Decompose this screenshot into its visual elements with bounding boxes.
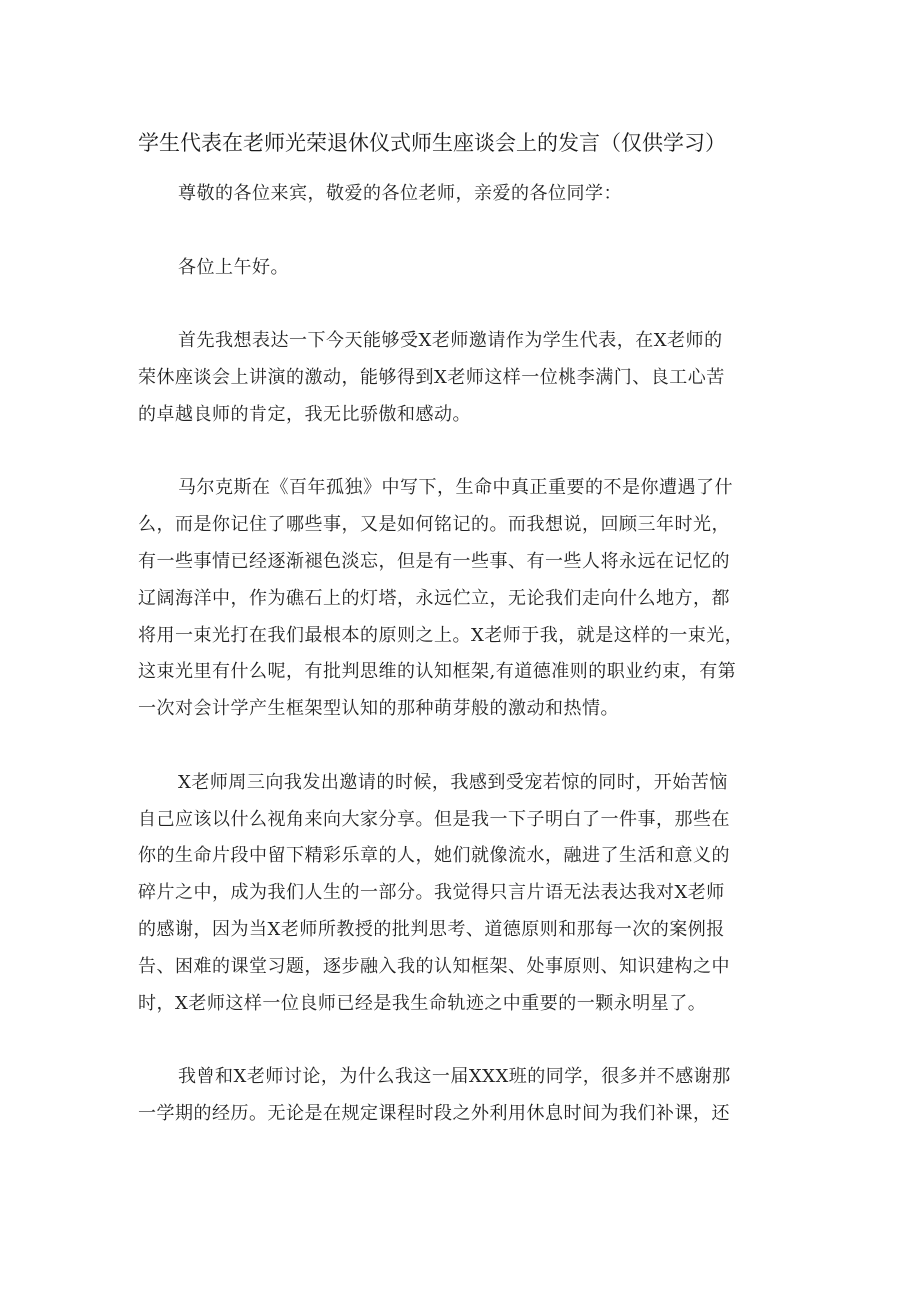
text-line: 辽阔海洋中，作为礁石上的灯塔，永远伫立，无论我们走向什么地方，都 bbox=[138, 587, 730, 609]
text-line: 你的生命片段中留下精彩乐章的人，她们就像流水，融进了生活和意义的 bbox=[138, 845, 730, 867]
text-line: 自己应该以什么视角来向大家分享。但是我一下子明白了一件事，那些在 bbox=[138, 808, 730, 830]
text-line: 将用一束光打在我们最根本的原则之上。X老师于我，就是这样的一束光， bbox=[138, 624, 744, 646]
paragraph-gap bbox=[138, 286, 783, 323]
text-line: 一学期的经历。无论是在规定课程时段之外利用休息时间为我们补课，还 bbox=[138, 1102, 730, 1124]
text-line: 我曾和X老师讨论，为什么我这一届XXX班的同学，很多并不感谢那 bbox=[178, 1066, 731, 1088]
text-line: X老师周三向我发出邀请的时候，我感到受宠若惊的同时，开始苦恼 bbox=[178, 771, 728, 793]
document-title: 学生代表在老师光荣退休仪式师生座谈会上的发言（仅供学习） bbox=[138, 131, 726, 155]
document-body bbox=[138, 176, 783, 1133]
text-line: 各位上午好。 bbox=[178, 256, 289, 278]
text-line: 尊敬的各位来宾，敬爱的各位老师，亲爱的各位同学： bbox=[178, 183, 622, 204]
text-line: 马尔克斯在《百年孤独》中写下，生命中真正重要的不是你遭遇了什 bbox=[178, 477, 733, 499]
text-line: 首先我想表达一下今天能够受X老师邀请作为学生代表，在X老师的 bbox=[178, 330, 723, 352]
text-line: 这束光里有什么呢，有批判思维的认知框架,有道德准则的职业约束，有第 bbox=[138, 661, 737, 683]
paragraph-gap bbox=[138, 1022, 783, 1059]
text-line: 时，X老师这样一位良师已经是我生命轨迹之中重要的一颗永明星了。 bbox=[138, 992, 707, 1014]
text-line: 有一些事情已经逐渐褪色淡忘，但是有一些事、有一些人将永远在记忆的 bbox=[138, 550, 730, 572]
text-line: 的感谢，因为当X老师所教授的批判思考、道德原则和那每一次的案例报 bbox=[138, 918, 725, 940]
paragraph-gap bbox=[138, 434, 783, 471]
text-line: 告、困难的课堂习题，逐步融入我的认知框架、处事原则、知识建构之中 bbox=[138, 955, 730, 977]
text-line: 么，而是你记住了哪些事，又是如何铭记的。而我想说，回顾三年时光， bbox=[138, 514, 730, 536]
text-line: 荣休座谈会上讲演的激动，能够得到X老师这样一位桃李满门、良工心苦 bbox=[138, 366, 725, 388]
text-line: 的卓越良师的肯定，我无比骄傲和感动。 bbox=[138, 403, 471, 425]
paragraph-gap bbox=[138, 728, 783, 765]
paragraph-gap bbox=[138, 213, 783, 250]
text-line: 一次对会计学产生框架型认知的那种萌芽般的激动和热情。 bbox=[138, 698, 619, 720]
text-line: 碎片之中，成为我们人生的一部分。我觉得只言片语无法表达我对X老师 bbox=[138, 882, 725, 904]
